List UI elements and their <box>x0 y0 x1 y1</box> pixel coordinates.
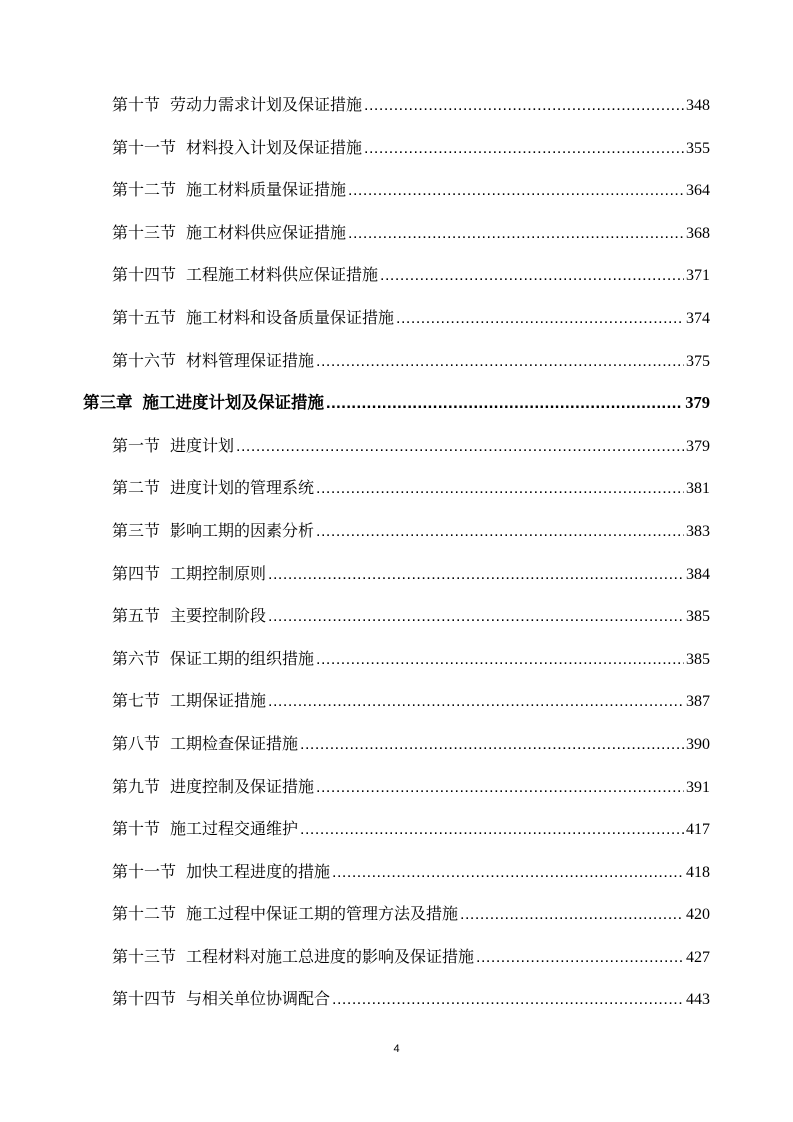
dot-leader <box>300 809 684 852</box>
section-title: 工期检查保证措施 <box>170 733 299 753</box>
section-number: 第三节 <box>112 520 161 540</box>
toc-entry[interactable] <box>83 595 710 638</box>
dot-leader <box>316 639 684 682</box>
section-title: 工期保证措施 <box>170 691 267 711</box>
toc-entry[interactable] <box>83 212 710 255</box>
page-number: 364 <box>686 182 710 200</box>
section-number: 第十三节 <box>112 222 177 242</box>
toc-entry[interactable] <box>83 84 710 127</box>
table-of-contents <box>83 84 710 1021</box>
section-number: 第十一节 <box>112 137 177 157</box>
section-title: 施工过程交通维护 <box>170 819 299 839</box>
dot-leader <box>460 894 684 937</box>
section-number: 第十节 <box>112 819 161 839</box>
section-title: 施工过程中保证工期的管理方法及措施 <box>186 904 459 924</box>
toc-entry[interactable] <box>83 425 710 468</box>
section-title: 进度控制及保证措施 <box>170 776 315 796</box>
page-number: 384 <box>686 565 710 583</box>
section-number: 第九节 <box>112 776 161 796</box>
section-title: 材料管理保证措施 <box>186 350 315 370</box>
page-number: 379 <box>686 437 710 455</box>
page-number: 443 <box>686 991 710 1009</box>
section-title: 主要控制阶段 <box>170 606 267 626</box>
dot-leader <box>332 979 684 1022</box>
page-number: 391 <box>686 778 710 796</box>
section-number: 第二节 <box>112 478 161 498</box>
section-number: 第十二节 <box>112 904 177 924</box>
section-title: 进度计划的管理系统 <box>170 478 315 498</box>
toc-entry[interactable] <box>83 680 710 723</box>
toc-entry[interactable] <box>83 893 710 936</box>
chapter-number: 第三章 <box>83 393 133 413</box>
section-number: 第六节 <box>112 648 161 668</box>
page-number: 348 <box>686 97 710 114</box>
section-number: 第十五节 <box>112 307 177 327</box>
toc-entry[interactable] <box>83 851 710 894</box>
toc-entry[interactable] <box>83 723 710 766</box>
section-number: 第四节 <box>112 563 161 583</box>
dot-leader <box>348 170 684 213</box>
page-number: 385 <box>686 650 710 668</box>
dot-leader <box>332 852 684 895</box>
page-number: 390 <box>686 735 710 753</box>
toc-entry[interactable] <box>83 467 710 510</box>
section-title: 加快工程进度的措施 <box>186 861 331 881</box>
page-number: 385 <box>686 608 710 626</box>
dot-leader <box>316 767 684 810</box>
section-title: 施工材料质量保证措施 <box>186 180 347 200</box>
dot-leader <box>236 426 684 469</box>
section-title: 影响工期的因素分析 <box>170 520 315 540</box>
dot-leader <box>268 681 684 724</box>
toc-entry[interactable] <box>83 340 710 383</box>
toc-chapter-entry[interactable] <box>83 382 710 425</box>
page-number: 420 <box>686 906 710 924</box>
section-number: 第五节 <box>112 606 161 626</box>
section-number: 第十六节 <box>112 350 177 370</box>
dot-leader <box>364 128 684 171</box>
toc-entry[interactable] <box>83 808 710 851</box>
dot-leader <box>316 511 684 554</box>
dot-leader <box>316 468 684 511</box>
page-number: 371 <box>686 267 710 285</box>
dot-leader <box>348 213 684 256</box>
toc-entry[interactable] <box>83 510 710 553</box>
section-number: 第十二节 <box>112 180 177 200</box>
dot-leader <box>300 724 684 767</box>
toc-entry[interactable] <box>83 127 710 170</box>
toc-entry[interactable] <box>83 638 710 681</box>
page-number: 355 <box>686 139 710 157</box>
toc-entry[interactable] <box>83 766 710 809</box>
section-number: 第十四节 <box>112 265 177 285</box>
page-number: 368 <box>686 224 710 242</box>
dot-leader <box>326 382 683 425</box>
toc-entry[interactable] <box>83 978 710 1021</box>
section-title: 施工材料和设备质量保证措施 <box>186 307 395 327</box>
section-title: 施工材料供应保证措施 <box>186 222 347 242</box>
section-number: 第十三节 <box>112 946 177 966</box>
section-number: 第十一节 <box>112 861 177 881</box>
section-number: 第八节 <box>112 733 161 753</box>
page-number: 387 <box>686 693 710 711</box>
section-title: 劳动力需求计划及保证措施 <box>170 95 363 114</box>
dot-leader <box>396 298 684 341</box>
section-title: 进度计划 <box>170 435 235 455</box>
chapter-title: 施工进度计划及保证措施 <box>142 393 324 413</box>
page-footer-number: 4 <box>393 1043 400 1055</box>
page-number: 427 <box>686 948 710 966</box>
dot-leader <box>268 596 684 639</box>
section-title: 工期控制原则 <box>170 563 267 583</box>
section-number: 第一节 <box>112 435 161 455</box>
section-title: 与相关单位协调配合 <box>186 989 331 1009</box>
page-number: 381 <box>686 480 710 498</box>
dot-leader <box>380 255 684 298</box>
toc-entry[interactable] <box>83 297 710 340</box>
page-number: 417 <box>686 821 710 839</box>
page-number: 375 <box>686 352 710 370</box>
section-title: 工程材料对施工总进度的影响及保证措施 <box>186 946 475 966</box>
dot-leader <box>364 85 684 128</box>
toc-entry[interactable] <box>83 553 710 596</box>
section-number: 第十四节 <box>112 989 177 1009</box>
section-number: 第十节 <box>112 95 161 114</box>
page-number: 374 <box>686 309 710 327</box>
toc-entry[interactable] <box>83 936 710 979</box>
toc-entry[interactable] <box>83 254 710 297</box>
section-number: 第七节 <box>112 691 161 711</box>
toc-entry[interactable] <box>83 169 710 212</box>
section-title: 保证工期的组织措施 <box>170 648 315 668</box>
section-title: 工程施工材料供应保证措施 <box>186 265 379 285</box>
page-number: 379 <box>685 393 710 413</box>
section-title: 材料投入计划及保证措施 <box>186 137 363 157</box>
page-number: 418 <box>686 863 710 881</box>
dot-leader <box>316 341 684 384</box>
page-number: 383 <box>686 522 710 540</box>
dot-leader <box>268 554 684 597</box>
dot-leader <box>476 937 684 980</box>
